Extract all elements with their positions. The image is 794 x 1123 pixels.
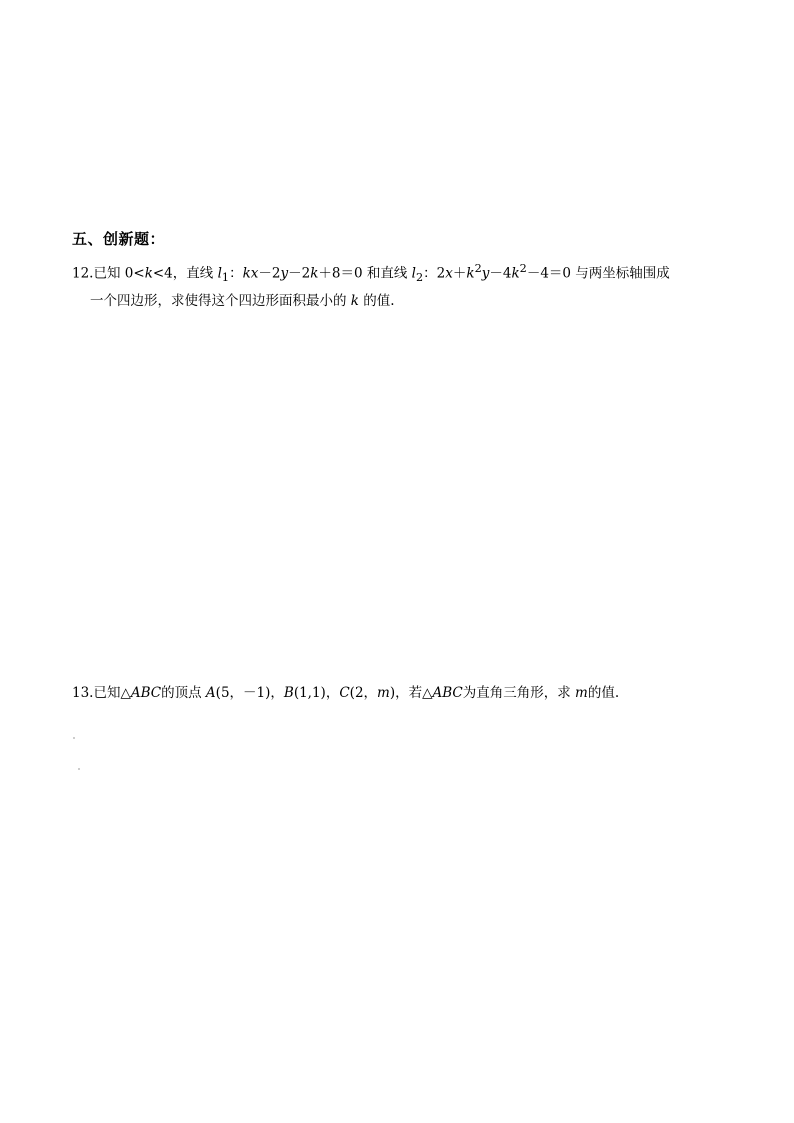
p12-eq2-g: －4＝0 与两坐标轴围成 [526, 265, 670, 282]
p13-text-a: 已知△ [93, 685, 131, 701]
p12-l2-sub: 2 [415, 271, 424, 285]
section-title: 五、创新题： [72, 230, 166, 248]
p12-eq2-c-sup: 2 [474, 262, 482, 275]
p12-eq1-d: －2 [288, 265, 311, 282]
p12-eq2-f-sup: 2 [519, 262, 527, 275]
p12-l1-colon: ： [229, 265, 243, 282]
p12-eq2-b: ＋ [452, 265, 467, 282]
p13-var-m-1: m [377, 685, 390, 701]
p12-eq1-e: k [310, 265, 319, 282]
p12-var-k: k [144, 265, 153, 282]
p12-prefix: 已知 0< [93, 265, 145, 282]
p13-c-coord-b: )，若△ [389, 685, 433, 701]
p13-abc-2: ABC [432, 685, 463, 701]
p12-eq1-b: －2 [258, 265, 281, 282]
p13-a-coord: (5，－1)， [215, 685, 284, 701]
p13-point-a: A [205, 685, 216, 701]
problem-12-line-1 [72, 259, 670, 288]
p13-b-coord: (1,1)， [293, 685, 340, 701]
problem-12-number: 12. [72, 265, 94, 282]
scan-artifact-dot [78, 768, 80, 770]
p12-l2-colon: ：2 [423, 265, 446, 282]
p12-eq2-a: x [445, 265, 453, 282]
problem-12-line-2 [90, 291, 395, 311]
p12-line2-k: k [350, 293, 359, 309]
scan-artifact-dot [73, 737, 75, 739]
p13-c-coord-a: (2， [349, 685, 378, 701]
p12-eq1-a: kx [242, 265, 259, 282]
p12-eq2-d: y [481, 265, 490, 282]
p12-line-l2: l [411, 265, 416, 282]
p12-line-l1: l [217, 265, 222, 282]
p13-text-b: 的顶点 [161, 685, 206, 701]
p13-text-c: 为直角三角形，求 [462, 685, 576, 701]
p12-eq1-c: y [280, 265, 289, 282]
p12-eq2-c: k [466, 265, 475, 282]
p12-cond-end: <4，直线 [152, 265, 218, 282]
p13-point-c: C [339, 685, 350, 701]
p13-text-d: 的值. [587, 685, 620, 701]
p12-line2-text-b: 的值. [358, 293, 395, 309]
p12-eq2-f: k [511, 265, 520, 282]
p12-eq1-f: ＋8＝0 和直线 [318, 265, 412, 282]
problem-13-number: 13. [72, 685, 94, 701]
p12-eq2-e: －4 [489, 265, 512, 282]
p13-point-b: B [283, 685, 294, 701]
p12-line2-text-a: 一个四边形，求使得这个四边形面积最小的 [90, 293, 351, 309]
p12-l1-sub: 1 [221, 271, 230, 285]
p13-var-m-2: m [575, 685, 588, 701]
problem-13-line-1 [72, 683, 619, 703]
p13-abc-1: ABC [130, 685, 162, 701]
